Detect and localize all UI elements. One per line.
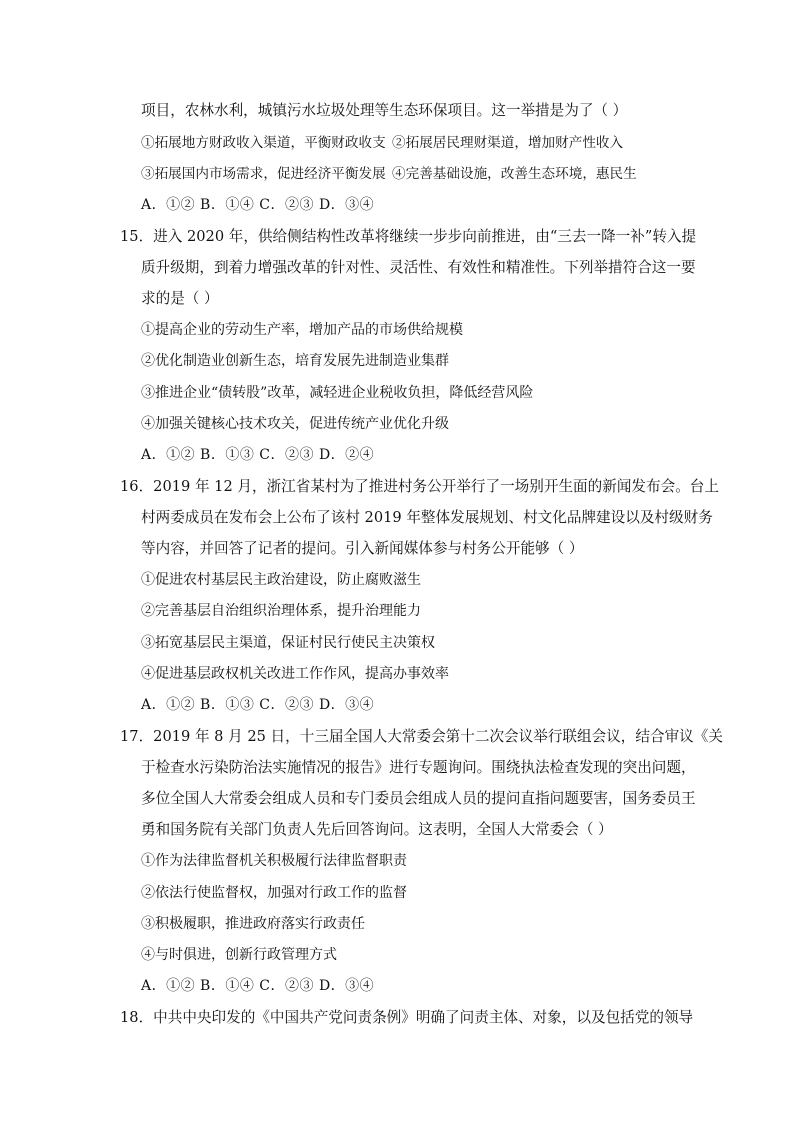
q14-answer-choices: A．①② B．①④ C．②③ D．③④ <box>141 197 375 213</box>
q16-option-2: ②完善基层自治组织治理体系，提升治理能力 <box>141 603 421 619</box>
q16-stem-line1: 16．2019 年 12 月，浙江省某村为了推进村务公开举行了一场别开生面的新闻发布会。台上 <box>120 478 719 495</box>
q17-answer-choices: A．①② B．①④ C．②③ D．③④ <box>141 978 375 994</box>
q17-option-3: ③积极履职，推进政府落实行政责任 <box>141 916 365 932</box>
q14-options-row2: ③拓展国内市场需求，促进经济平衡发展 ④完善基础设施，改善生态环境，惠民生 <box>141 166 637 182</box>
q15-answer-choices: A．①② B．①③ C．②③ D．②④ <box>141 447 375 463</box>
q17-option-1: ①作为法律监督机关积极履行法律监督职责 <box>141 853 407 869</box>
q17-stem-line3: 多位全国人大常委会组成人员和专门委员会组成人员的提问直指问题要害，国务委员王 <box>141 790 696 807</box>
q15-option-1: ①提高企业的劳动生产率，增加产品的市场供给规模 <box>141 322 463 338</box>
q14-options-row1: ①拓展地方财政收入渠道，平衡财政收支 ②拓展居民理财渠道，增加财产性收入 <box>141 135 624 151</box>
q17-option-4: ④与时俱进，创新行政管理方式 <box>141 947 337 963</box>
q17-stem-line2: 于检查水污染防治法实施情况的报告》进行专题询问。围绕执法检查发现的突出问题， <box>141 759 696 776</box>
q16-option-3: ③拓宽基层民主渠道，保证村民行使民主决策权 <box>141 635 435 651</box>
q15-stem-line1: 15．进入 2020 年，供给侧结构性改革将继续一步步向前推进，由“三去一降一补”转入提 <box>120 228 697 245</box>
q15-option-2: ②优化制造业创新生态，培育发展先进制造业集群 <box>141 353 449 369</box>
q16-stem-line3: 等内容，并回答了记者的提问。引入新闻媒体参与村务公开能够（ ） <box>141 540 584 557</box>
q14-continuation: 项目，农林水利，城镇污水垃圾处理等生态环保项目。这一举措是为了（ ） <box>141 102 628 119</box>
q16-answer-choices: A．①② B．①③ C．②③ D．③④ <box>141 697 375 713</box>
q16-option-4: ④促进基层政权机关改进工作作风，提高办事效率 <box>141 666 449 682</box>
q17-option-2: ②依法行使监督权，加强对行政工作的监督 <box>141 885 407 901</box>
q16-option-1: ①促进农村基层民主政治建设，防止腐败滋生 <box>141 572 421 588</box>
q15-option-3: ③推进企业“债转股”改革，减轻进企业税收负担，降低经营风险 <box>141 385 534 401</box>
q15-option-4: ④加强关键核心技术攻关，促进传统产业优化升级 <box>141 416 449 432</box>
q17-stem-line1: 17．2019 年 8 月 25 日，十三届全国人大常委会第十二次会议举行联组会议，结合审议《关 <box>120 728 723 745</box>
q16-stem-line2: 村两委成员在发布会上公布了该村 2019 年整体发展规划、村文化品牌建设以及村级财务 <box>141 509 713 526</box>
q18-stem-line1: 18．中共中央印发的《中国共产党问责条例》明确了问责主体、对象，以及包括党的领导 <box>120 1009 694 1026</box>
q17-stem-line4: 勇和国务院有关部门负责人先后回答询问。这表明，全国人大常委会（ ） <box>141 821 613 838</box>
q15-stem-line2: 质升级期，到着力增强改革的针对性、灵活性、有效性和精准性。下列举措符合这一要 <box>141 259 696 276</box>
q15-stem-line3: 求的是（ ） <box>141 290 219 307</box>
